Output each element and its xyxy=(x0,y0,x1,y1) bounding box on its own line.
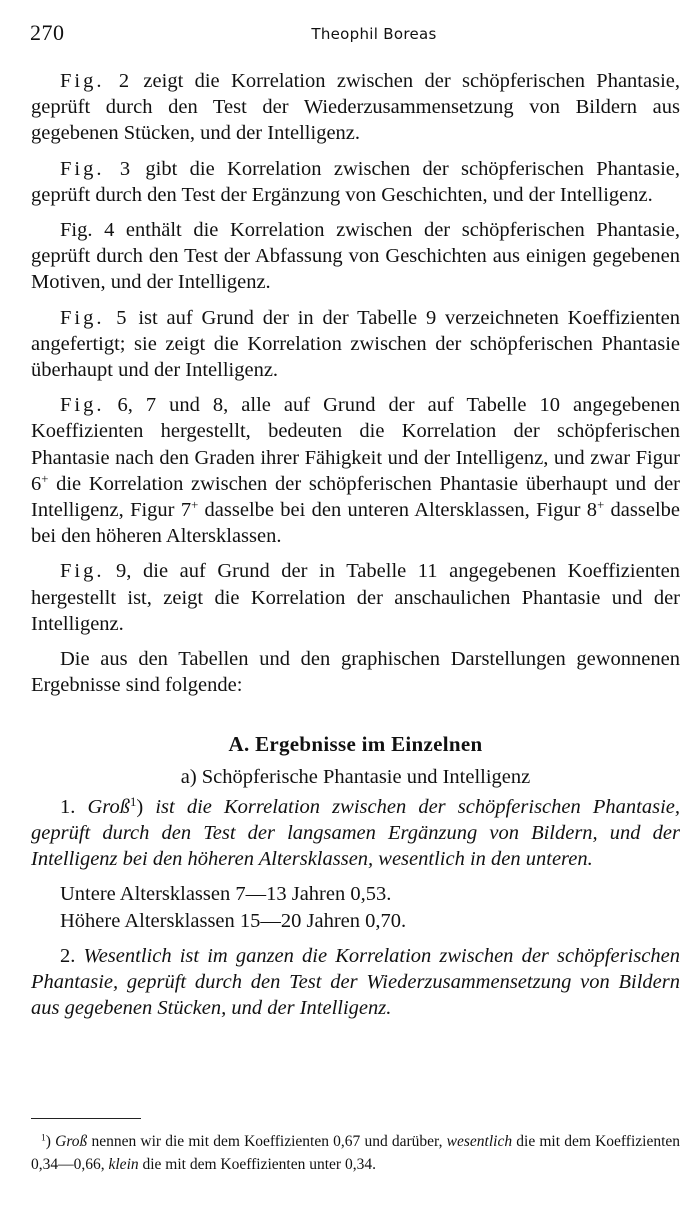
paragraph-fig-5 xyxy=(31,305,680,384)
figure-reference: Fig. xyxy=(60,560,105,583)
page-header xyxy=(30,20,678,50)
paragraph-text: 6, 7 und 8, alle auf Grund der auf Tabelle 10 angegebenen Koeffizienten hergestellt, bedeuten die Korrelation der schöpferischen Phantasie nach den Graden ihrer Fähigkeit und der Intelligenz, und zwar Figur 6 xyxy=(31,394,680,495)
running-head: Theophil Boreas xyxy=(311,25,437,43)
paragraph-text: dasselbe bei den höheren Altersklassen. xyxy=(31,499,680,548)
footnote-text: nennen wir die mit dem Koeffizienten 0,67 und darüber, xyxy=(87,1133,447,1150)
paragraph-text: ist auf Grund der in der Tabelle 9 verzeichneten Koeffizienten angefertigt; sie zeigt die Korrelation zwischen der schöpferischen Phantasie überhaupt und der Intelligenz. xyxy=(31,306,680,382)
paragraph-results-intro: Die aus den Tabellen und den graphischen Darstellungen gewonnenen Ergebnisse sind folgende: xyxy=(31,648,680,697)
page-number: 270 xyxy=(30,20,65,45)
figure-reference: Fig. 3 xyxy=(60,157,134,180)
footnote-marker-paren: ) xyxy=(136,795,144,818)
paragraph-fig-2 xyxy=(31,68,680,147)
footnote-text: die mit dem Koeffizienten unter 0,34. xyxy=(138,1156,376,1173)
paragraph-text: dasselbe bei den unteren Altersklassen, Figur 8 xyxy=(198,499,598,522)
result-1 xyxy=(31,794,680,873)
footnote-marker-paren: ) xyxy=(45,1133,51,1150)
data-line: Höhere Altersklassen 15—20 Jahren 0,70. xyxy=(60,909,407,932)
result-2 xyxy=(31,943,680,1022)
paragraph-fig-6-7-8 xyxy=(31,392,680,549)
footnote xyxy=(31,1130,680,1176)
figure-reference: Fig. xyxy=(60,394,105,417)
result-number: 2. xyxy=(60,944,76,967)
body-text xyxy=(31,68,680,1031)
figure-reference: Fig. 5 xyxy=(60,306,130,329)
superscript-plus: + xyxy=(597,498,605,513)
paragraph-text: Fig. 4 enthält die Korrelation zwischen der schöpferischen Phantasie, geprüft durch den Test der Abfassung von Geschichten aus einigen gegebenen Motiven, und der Intelligenz. xyxy=(31,219,680,294)
section-heading: A. Ergebnisse im Einzelnen xyxy=(228,732,483,757)
paragraph-text: zeigt die Korrelation zwischen der schöpferischen Phantasie, geprüft durch den Test der Wiederzusammensetzung von Bildern aus gegebenen Stücken, und der Intelligenz. xyxy=(31,70,680,145)
footnote-text: die mit dem Koeffizienten 0,34—0,66, xyxy=(31,1133,681,1173)
data-line: Untere Altersklassen 7—13 Jahren 0,53. xyxy=(60,883,392,906)
result-text: ist die Korrelation zwischen der schöpferischen Phantasie, geprüft durch den Test der langsamen Ergänzung von Bildern, und der Intelligenz bei den höheren Altersklassen, wesentlich in den unteren. xyxy=(31,795,680,871)
paragraph-fig-4 xyxy=(31,217,680,296)
subsection-heading: a) Schöpferische Phantasie und Intelligenz xyxy=(180,765,531,788)
paragraph-fig-3 xyxy=(31,156,680,208)
footnote-term: klein xyxy=(108,1156,139,1173)
paragraph-fig-9 xyxy=(31,558,680,637)
result-lead-word: Groß xyxy=(87,795,131,818)
figure-reference: Fig. 2 xyxy=(60,70,133,92)
paragraph-text: 9, die auf Grund der in Tabelle 11 angegebenen Koeffizienten hergestellt ist, zeigt die Korrelation der anschaulichen Phantasie und der Intelligenz. xyxy=(31,560,680,635)
paragraph-text: die Korrelation zwischen der schöpferischen Phantasie überhaupt und der Intelligenz, Figur 7 xyxy=(31,472,680,522)
footnote-term: Groß xyxy=(55,1133,88,1150)
footnote-rule xyxy=(31,1118,141,1119)
superscript-plus: + xyxy=(41,471,49,486)
footnote-number: 1 xyxy=(41,1132,46,1144)
result-text: Wesentlich ist im ganzen die Korrelation zwischen der schöpferischen Phantasie, geprüft durch den Test der Wiederzusammensetzung von Bildern aus gegebenen Stücken, und der Intelligenz. xyxy=(31,944,680,1020)
superscript-plus: + xyxy=(191,498,199,513)
footnote-term: wesentlich xyxy=(446,1133,513,1150)
footnote-marker: 1 xyxy=(130,794,137,809)
result-1-values xyxy=(31,881,680,933)
paragraph-text: gibt die Korrelation zwischen der schöpferischen Phantasie, geprüft durch den Test der Ergänzung von Geschichten, und der Intelligenz. xyxy=(31,157,680,206)
result-number: 1. xyxy=(60,795,76,818)
